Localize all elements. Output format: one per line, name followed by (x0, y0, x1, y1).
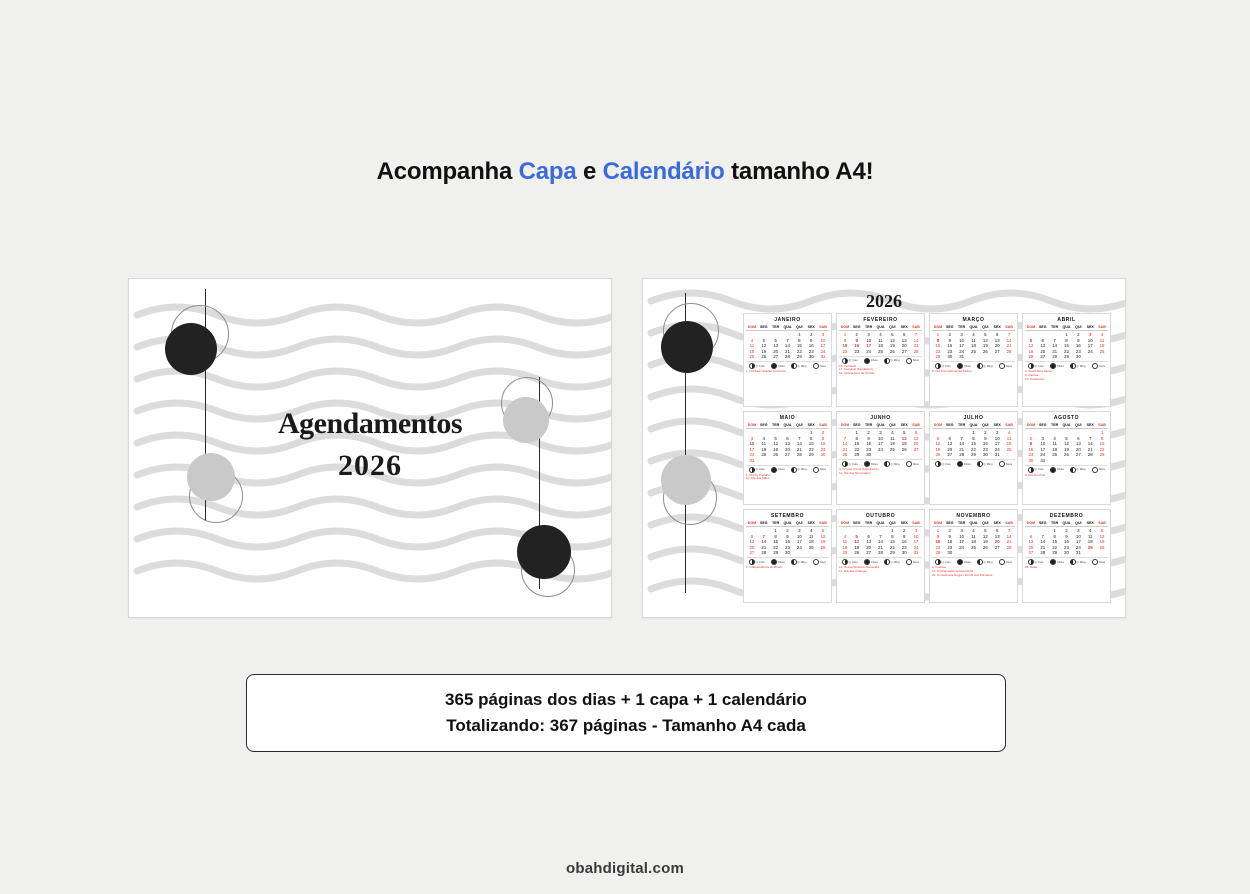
month-block (836, 509, 925, 603)
moon-phase-q3-icon: Q. Ming. (884, 358, 900, 364)
cover-preview-card[interactable] (128, 278, 612, 618)
month-holiday-notes: 2. Finados 15. Proclamação da República 20. Consciência Negra / Zumbi dos Palmares (932, 565, 993, 577)
moon-phase-full-icon: Cheia (957, 559, 970, 565)
moon-phase-q1-icon: Q. Cres. (935, 461, 951, 467)
month-name: FEVEREIRO (863, 317, 898, 323)
month-name: MAIO (779, 415, 796, 421)
weekday-header: DOM SEG TER QUA QUI SEX SAB (839, 325, 922, 331)
month-days: 1 2 3 4 5 6 7 8 9 10 11 12 13 14 15 16 17 18 19 20 21 22 23 24 25 26 27 28 29 30 (935, 528, 1012, 555)
headline-accent-capa: Capa (518, 158, 577, 185)
month-name: JULHO (963, 415, 984, 421)
moon-phase-q3-icon: Q. Ming. (1070, 467, 1086, 473)
month-days: 1 2 3 4 5 6 7 8 9 10 11 12 13 14 15 16 17 18 19 20 21 22 23 24 25 26 27 28 29 30 (749, 528, 826, 555)
month-name: JANEIRO (774, 317, 801, 323)
moon-phase-q1-icon: Q. Cres. (749, 363, 765, 369)
moon-phases (839, 356, 922, 364)
site-watermark: obahdigital.com (565, 860, 684, 877)
calendar-grey-blob-mid-left (661, 455, 711, 505)
moon-phase-q3-icon: Q. Ming. (977, 559, 993, 565)
month-days: 1 2 3 4 5 6 7 8 9 10 11 12 13 14 15 16 17 18 19 20 21 22 23 24 25 26 27 28 29 30 31 (935, 430, 1012, 457)
weekday-header: DOM SEG TER QUA QUI SEX SAB (932, 521, 1015, 527)
moon-phase-new-icon: Nova (906, 358, 919, 364)
moon-phase-full-icon: Cheia (1050, 363, 1063, 369)
month-holiday-notes: 1. Dia do Trabalho 10. Dia das Mães (746, 472, 771, 481)
moon-phase-q3-icon: Q. Ming. (1070, 559, 1086, 565)
month-days: 1 2 3 4 5 6 7 8 9 10 11 12 13 14 15 16 17 18 19 20 21 22 23 24 25 26 27 28 29 30 31 (749, 332, 826, 359)
moon-phase-full-icon: Cheia (1050, 467, 1063, 473)
month-name: SETEMBRO (770, 513, 805, 519)
moon-phases (932, 459, 1015, 467)
month-days: 1 2 3 4 5 6 7 8 9 10 11 12 13 14 15 16 17 18 19 20 21 22 23 24 25 26 27 28 29 30 31 (1028, 430, 1105, 463)
headline-part1: Acompanha (376, 158, 519, 185)
moon-phase-q1-icon: Q. Cres. (749, 559, 765, 565)
calendar-preview-card[interactable] (642, 278, 1126, 618)
weekday-header: DOM SEG TER QUA QUI SEX SAB (1025, 423, 1108, 429)
month-days: 1 2 3 4 5 6 7 8 9 10 11 12 13 14 15 16 17 18 19 20 21 22 23 24 25 26 27 28 29 30 31 (935, 332, 1012, 359)
moon-phase-q1-icon: Q. Cres. (842, 358, 858, 364)
moon-phase-new-icon: Nova (999, 363, 1012, 369)
moon-phase-q1-icon: Q. Cres. (842, 559, 858, 565)
month-days: 1 2 3 4 5 6 7 8 9 10 11 12 13 14 15 16 17 18 19 20 21 22 23 24 25 26 27 28 (842, 332, 919, 354)
weekday-header: DOM SEG TER QUA QUI SEX SAB (932, 423, 1015, 429)
month-name: MARÇO (962, 317, 985, 323)
month-days: 1 2 3 4 5 6 7 8 9 10 11 12 13 14 15 16 17 18 19 20 21 22 23 24 25 26 27 28 29 30 31 (749, 430, 826, 463)
month-name: ABRIL (1057, 317, 1076, 323)
moon-phases (839, 459, 922, 467)
headline-part3: tamanho A4! (724, 158, 874, 185)
month-holiday-notes: 12. Nossa Senhora Aparecida 12. Dia das Crianças (839, 565, 879, 573)
calendar-year: 2026 (866, 291, 902, 311)
weekday-header: DOM SEG TER QUA QUI SEX SAB (839, 521, 922, 527)
month-block (1022, 313, 1111, 407)
moon-phases (1025, 361, 1108, 369)
moon-phase-full-icon: Cheia (1050, 559, 1063, 565)
moon-phase-q1-icon: Q. Cres. (1028, 467, 1044, 473)
moon-phases (1025, 465, 1108, 473)
weekday-header: DOM SEG TER QUA QUI SEX SAB (932, 325, 1015, 331)
moon-phase-q1-icon: Q. Cres. (935, 363, 951, 369)
moon-phase-q3-icon: Q. Ming. (884, 461, 900, 467)
weekday-header: DOM SEG TER QUA QUI SEX SAB (746, 325, 829, 331)
cover-dark-blob-bottom-right (517, 525, 571, 579)
moon-phase-q1-icon: Q. Cres. (1028, 363, 1044, 369)
moon-phase-new-icon: Nova (906, 461, 919, 467)
month-block (929, 509, 1018, 603)
moon-phase-full-icon: Cheia (864, 358, 877, 364)
cover-dark-blob-top-left (165, 323, 217, 375)
moon-phase-q3-icon: Q. Ming. (791, 559, 807, 565)
moon-phase-full-icon: Cheia (771, 467, 784, 473)
page-headline (0, 158, 1250, 186)
weekday-header: DOM SEG TER QUA QUI SEX SAB (1025, 325, 1108, 331)
moon-phases (746, 361, 829, 369)
moon-phases (1025, 557, 1108, 565)
info-line-2: Totalizando: 367 páginas - Tamanho A4 cada (446, 716, 806, 735)
calendar-dark-blob-top-left (661, 321, 713, 373)
month-block (743, 313, 832, 407)
moon-phases (932, 557, 1015, 565)
month-block (1022, 411, 1111, 505)
month-block (929, 313, 1018, 407)
month-holiday-notes: 8. Dia Internacional da Mulher (932, 369, 973, 373)
month-name: OUTUBRO (865, 513, 896, 519)
month-block (1022, 509, 1111, 603)
moon-phase-q1-icon: Q. Cres. (749, 467, 765, 473)
month-name: NOVEMBRO (956, 513, 991, 519)
moon-phases (839, 557, 922, 565)
moon-phases (932, 361, 1015, 369)
headline-accent-calendario: Calendário (602, 158, 725, 185)
moon-phase-q1-icon: Q. Cres. (842, 461, 858, 467)
weekday-header: DOM SEG TER QUA QUI SEX SAB (839, 423, 922, 429)
moon-phase-q3-icon: Q. Ming. (977, 461, 993, 467)
moon-phases (746, 465, 829, 473)
month-holiday-notes: 25. Natal (1025, 565, 1038, 569)
month-holiday-notes: 4. Corpus Christi (Facultativo) 12. Dia dos Namorados (839, 467, 879, 475)
moon-phase-new-icon: Nova (813, 363, 826, 369)
month-block (743, 509, 832, 603)
moon-phases (746, 557, 829, 565)
moon-phase-q3-icon: Q. Ming. (884, 559, 900, 565)
month-name: JUNHO (870, 415, 891, 421)
month-block (743, 411, 832, 505)
moon-phase-full-icon: Cheia (771, 559, 784, 565)
moon-phase-q3-icon: Q. Ming. (791, 363, 807, 369)
month-block (836, 411, 925, 505)
moon-phase-q3-icon: Q. Ming. (1070, 363, 1086, 369)
moon-phase-full-icon: Cheia (864, 461, 877, 467)
moon-phase-full-icon: Cheia (771, 363, 784, 369)
moon-phase-new-icon: Nova (999, 559, 1012, 565)
month-days: 1 2 3 4 5 6 7 8 9 10 11 12 13 14 15 16 17 18 19 20 21 22 23 24 25 26 27 28 29 30 31 (1028, 528, 1105, 555)
month-days: 1 2 3 4 5 6 7 8 9 10 11 12 13 14 15 16 17 18 19 20 21 22 23 24 25 26 27 28 29 30 (1028, 332, 1105, 359)
weekday-header: DOM SEG TER QUA QUI SEX SAB (746, 521, 829, 527)
month-name: AGOSTO (1053, 415, 1080, 421)
month-holiday-notes: 3. Sexta-feira Santa 5. Páscoa 21. Tiradentes (1025, 369, 1052, 381)
month-days: 1 2 3 4 5 6 7 8 9 10 11 12 13 14 15 16 17 18 19 20 21 22 23 24 25 26 27 28 29 30 (842, 430, 919, 457)
weekday-header: DOM SEG TER QUA QUI SEX SAB (1025, 521, 1108, 527)
moon-phase-q1-icon: Q. Cres. (935, 559, 951, 565)
weekday-header: DOM SEG TER QUA QUI SEX SAB (746, 423, 829, 429)
cover-year: 2026 (338, 449, 402, 482)
calendar-months-grid (743, 313, 1111, 603)
moon-phase-new-icon: Nova (1092, 559, 1105, 565)
moon-phase-q3-icon: Q. Ming. (791, 467, 807, 473)
moon-phase-full-icon: Cheia (957, 363, 970, 369)
moon-phase-new-icon: Nova (1092, 467, 1105, 473)
month-holiday-notes: 1. Confraternização Universal (746, 369, 786, 373)
moon-phase-q1-icon: Q. Cres. (1028, 559, 1044, 565)
cover-title: Agendamentos (277, 407, 462, 440)
headline-part2: e (576, 158, 603, 185)
moon-phase-full-icon: Cheia (957, 461, 970, 467)
moon-phase-new-icon: Nova (813, 559, 826, 565)
month-name: DEZEMBRO (1049, 513, 1084, 519)
moon-phase-new-icon: Nova (1092, 363, 1105, 369)
month-block (929, 411, 1018, 505)
moon-phase-new-icon: Nova (906, 559, 919, 565)
month-holiday-notes: 9. Dia dos Pais (1025, 472, 1046, 477)
moon-phase-full-icon: Cheia (864, 559, 877, 565)
month-holiday-notes: 7. Independência do Brasil (746, 565, 782, 569)
info-line-1: 365 páginas dos dias + 1 capa + 1 calendário (445, 689, 807, 709)
moon-phase-q3-icon: Q. Ming. (977, 363, 993, 369)
month-holiday-notes: 15. Carnaval 17. Carnaval (Facultativo) 18. Quarta-feira de Cinzas (839, 363, 875, 375)
moon-phase-new-icon: Nova (813, 467, 826, 473)
moon-phase-new-icon: Nova (999, 461, 1012, 467)
month-days: 1 2 3 4 5 6 7 8 9 10 11 12 13 14 15 16 17 18 19 20 21 22 23 24 25 26 27 28 29 30 31 (842, 528, 919, 555)
month-block (836, 313, 925, 407)
info-box (246, 674, 1006, 752)
